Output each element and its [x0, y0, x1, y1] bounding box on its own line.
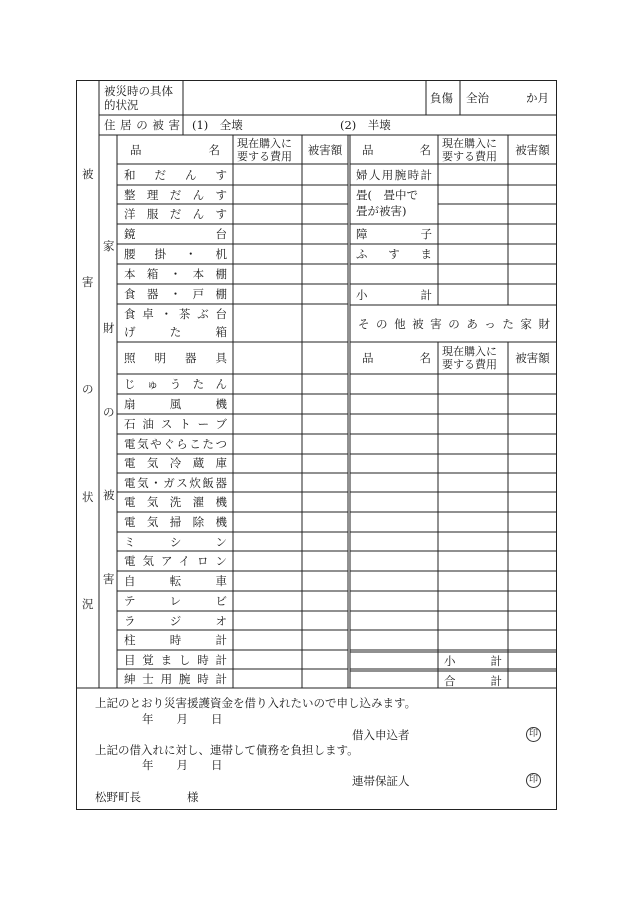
left-damage-header: 被害額 [307, 143, 343, 157]
months-label: か月 [526, 91, 549, 105]
guarantor-label: 連帯保証人 [352, 774, 410, 788]
right-damage-header: 被害額 [515, 143, 550, 157]
left-item-23: ラジオ [124, 614, 227, 628]
inner-label-gai: 害 [103, 572, 115, 586]
right-subtotal-1: 小 計 [356, 288, 432, 302]
left-item-5: 腰掛・机 [124, 247, 227, 261]
left-item-3: 洋服だんす [124, 207, 227, 221]
other-items-title: その他被害のあった家財 [358, 317, 550, 331]
left-item-13: 石油ストーブ [124, 417, 227, 431]
other-cost-header: 現在購入に要する費用 [442, 345, 497, 371]
left-item-6: 本箱・本棚 [124, 267, 227, 281]
left-item-header: 品 名 [130, 143, 220, 157]
inner-label-zai: 財 [103, 321, 115, 335]
side-label-3: の [82, 382, 94, 396]
applicant-seal-mark: 印 [526, 727, 541, 742]
right-item-womens-watch: 婦人用腕時計 [356, 168, 432, 182]
option-half-destruction: (2) 半壊 [340, 118, 391, 132]
left-item-20: 電気アイロン [124, 554, 227, 568]
left-item-14: 電気やぐらこたつ [124, 437, 227, 451]
applicant-label: 借入申込者 [352, 728, 410, 742]
injury-label: 負傷 [430, 91, 453, 105]
housing-damage-label: 住居の被害 [104, 118, 180, 132]
right-item-shoji: 障子 [356, 227, 432, 241]
other-damage-header: 被害額 [515, 351, 550, 365]
left-item-12: 扇風機 [124, 397, 227, 411]
side-label-1: 被 [82, 167, 94, 181]
left-item-10: 照明器具 [124, 351, 227, 365]
left-item-7: 食器・戸棚 [124, 287, 227, 301]
right-item-tatami-2: 畳が被害) [356, 204, 407, 218]
inner-label-hi: 被 [103, 488, 115, 502]
left-cost-header: 現在購入に要する費用 [237, 137, 292, 163]
grand-total: 合 計 [444, 674, 502, 688]
left-item-18: 電気掃除機 [124, 515, 227, 529]
left-item-21: 自転車 [124, 574, 227, 588]
guarantor-seal-mark: 印 [526, 773, 541, 788]
left-item-2: 整理だんす [124, 188, 227, 202]
other-item-header: 品 名 [362, 351, 431, 365]
left-item-17: 電気洗濯機 [124, 495, 227, 509]
inner-label-no: の [103, 405, 115, 419]
left-item-8: 食卓・茶ぶ台 [124, 307, 227, 321]
left-item-22: テレビ [124, 594, 227, 608]
right-item-header: 品 名 [362, 143, 431, 157]
left-item-9: げた箱 [124, 325, 227, 339]
left-item-19: ミシン [124, 535, 227, 549]
left-item-4: 鏡台 [124, 227, 227, 241]
guarantee-statement: 上記の借入れに対し、連帯して債務を負担します。 [95, 743, 359, 757]
addressee: 松野町長 様 [95, 790, 199, 804]
side-label-5: 況 [82, 597, 94, 611]
left-item-15: 電気冷蔵庫 [124, 456, 227, 470]
application-statement: 上記のとおり災害援護資金を借り入れたいので申し込みます。 [95, 696, 417, 710]
right-cost-header: 現在購入に要する費用 [442, 137, 497, 163]
left-item-24: 柱時計 [124, 633, 227, 647]
full-recovery-label: 全治 [466, 91, 489, 105]
right-item-tatami-1: 畳( 畳中で [356, 188, 418, 202]
side-label-2: 害 [82, 275, 94, 289]
situation-label: 被災時の具体的状況 [104, 84, 173, 112]
left-item-26: 紳士用腕時計 [124, 672, 227, 686]
left-item-16: 電気・ガス炊飯器 [124, 476, 227, 490]
side-label-4: 状 [82, 490, 94, 504]
left-item-25: 目覚まし時計 [124, 653, 227, 667]
right-item-fusuma: ふすま [356, 247, 432, 261]
left-item-11: じゅうたん [124, 377, 227, 391]
right-subtotal-2: 小 計 [444, 654, 502, 668]
left-item-1: 和だんす [124, 168, 227, 182]
guarantee-date: 年 月 日 [142, 758, 223, 772]
inner-label-ka: 家 [103, 239, 115, 253]
application-date: 年 月 日 [142, 712, 223, 726]
option-full-destruction: (1) 全壊 [192, 118, 243, 132]
